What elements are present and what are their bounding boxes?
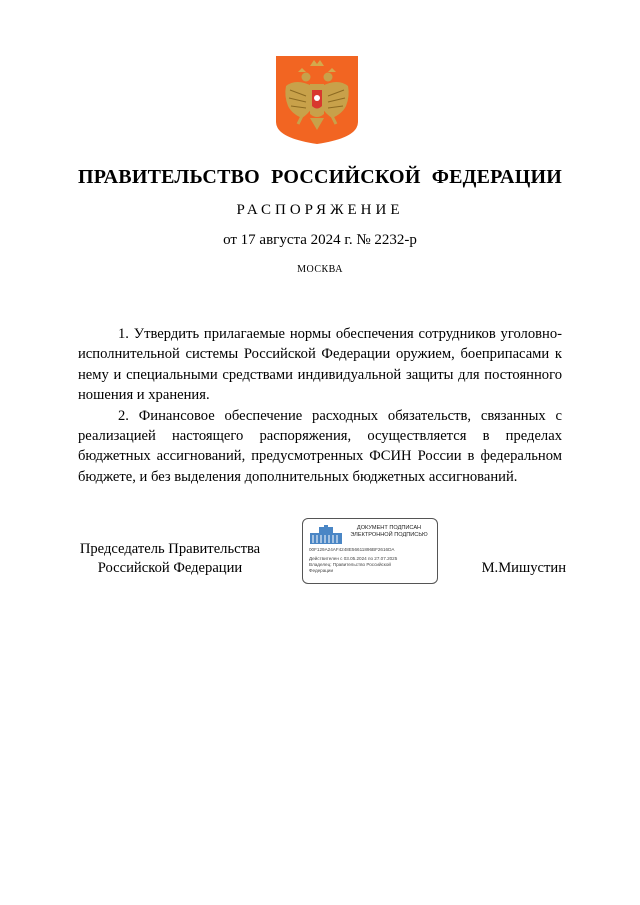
stamp-owner-line-1: Владелец: Правительство Российской: [309, 562, 391, 567]
electronic-signature-stamp: [302, 518, 438, 584]
government-building-icon: [309, 525, 343, 545]
stamp-certificate: 00F129A24AF4248E56611896BF2616DA: [309, 547, 395, 552]
document-body: [78, 324, 562, 487]
paragraph-2: 2. Финансовое обеспечение расходных обязательств, связанных с реализацией настоящего распоряжения, осуществляется в пределах бюджетных ассигнований, предусмотренных ФСИН России в федеральном бюджете, и без выделения дополнительных бюджетных ассигнований.: [78, 407, 562, 485]
paragraph-1: 1. Утвердить прилагаемые нормы обеспечения сотрудников уголовно-исполнительной системы Российской Федерации оружием, боеприпасами к нему и специальными средствами индивидуальной защиты для постоянного ношения и хранения.: [78, 326, 562, 404]
document-city: МОСКВА: [297, 264, 343, 275]
signatory-title: [70, 540, 270, 578]
stamp-owner-line-2: Федерации: [309, 568, 334, 573]
signatory-title-line-2: Российской Федерации: [97, 560, 243, 576]
stamp-header-line-1: ДОКУМЕНТ ПОДПИСАН: [356, 525, 422, 531]
signatory-name: М.Мишустин: [481, 560, 566, 576]
stamp-validity: Действителен с 03.05.2024 по 27.07.2025: [309, 556, 398, 561]
coat-of-arms-icon: [276, 56, 358, 144]
signatory-title-line-1: Председатель Правительства: [79, 541, 261, 557]
document-date-number: от 17 августа 2024 г. № 2232-р: [223, 232, 417, 248]
government-title: ПРАВИТЕЛЬСТВО РОССИЙСКОЙ ФЕДЕРАЦИИ: [78, 166, 562, 188]
stamp-header: [343, 525, 435, 539]
stamp-header-line-2: ЭЛЕКТРОННОЙ ПОДПИСЬЮ: [350, 532, 428, 538]
document-type: РАСПОРЯЖЕНИЕ: [236, 202, 404, 218]
